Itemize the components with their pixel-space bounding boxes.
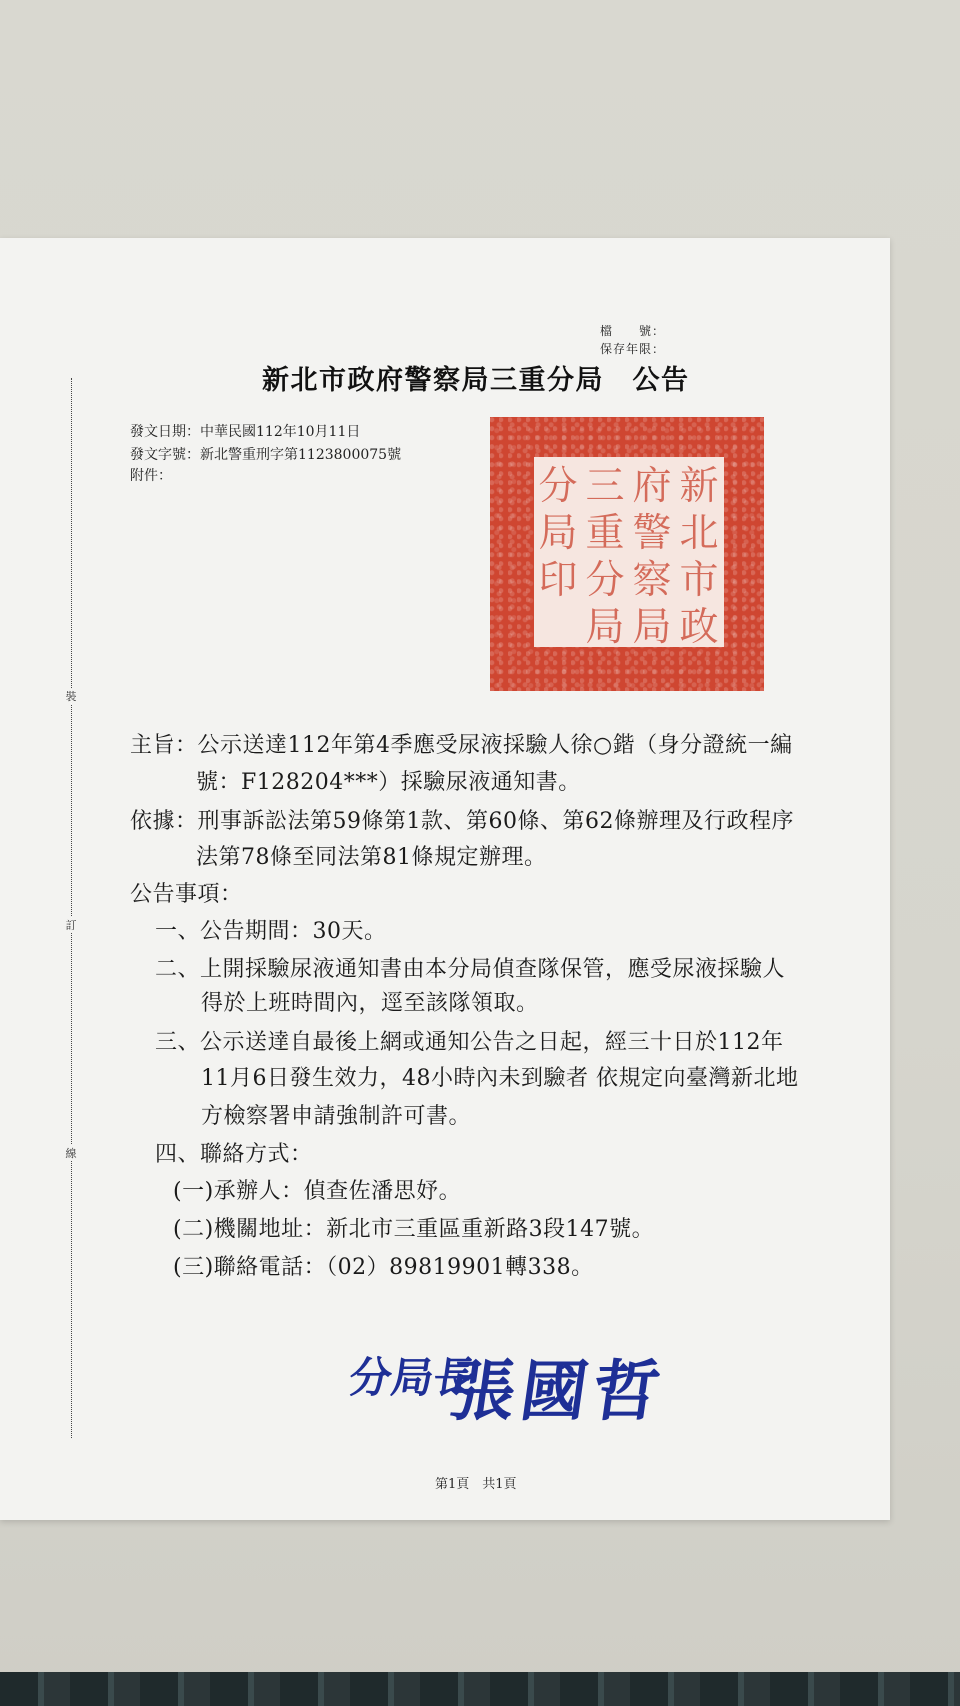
subject-line-2: 號：F128204***）採驗尿液通知書。	[196, 770, 581, 795]
contact-phone: (三)聯絡電話：（02）89819901轉338。	[173, 1255, 594, 1280]
signature-name: 張國哲	[443, 1353, 671, 1430]
binding-mark-zhuang: 裝	[62, 688, 80, 704]
basis-line-1: 依據：刑事訴訟法第59條第1款、第60條、第62條辦理及行政程序	[130, 809, 794, 834]
item-3-line-3: 方檢察署申請強制許可書。	[201, 1104, 472, 1129]
file-number-label: 檔 號：	[600, 324, 666, 338]
contact-address: (二)機關地址：新北市三重區重新路3段147號。	[173, 1217, 655, 1242]
page-number: 第1頁 共1頁	[435, 1477, 517, 1492]
signature-title: 分局長	[346, 1353, 480, 1402]
item-3-line-1: 三、公示送達自最後上網或通知公告之日起，經三十日於112年	[155, 1030, 784, 1055]
issue-date: 發文日期：中華民國112年10月11日	[130, 424, 361, 440]
notice-items-heading: 公告事項：	[130, 882, 243, 907]
attachment-label: 附件：	[130, 468, 172, 484]
basis-line-2: 法第78條至同法第81條規定辦理。	[196, 845, 547, 870]
seal-column-4: 分局印	[538, 464, 578, 603]
binding-mark-ding: 訂	[62, 917, 80, 933]
official-seal-stamp	[490, 417, 764, 691]
item-3-line-2: 11月6日發生效力，48小時內未到驗者 依規定向臺灣新北地	[201, 1066, 799, 1091]
background-strip	[0, 1672, 960, 1706]
item-2-line-2: 得於上班時間內，逕至該隊領取。	[201, 991, 539, 1016]
item-1-period: 一、公告期間：30天。	[155, 919, 387, 944]
seal-column-2: 府警察局	[632, 464, 672, 650]
issue-number: 發文字號：新北警重刑字第1123800075號	[130, 447, 402, 463]
binding-line	[71, 378, 72, 1438]
binding-mark-xian: 線	[62, 1145, 80, 1161]
subject-line-1: 主旨：公示送達112年第4季應受尿液採驗人徐○鍇（身分證統一編	[130, 733, 793, 758]
contact-person: (一)承辦人：偵查佐潘思妤。	[173, 1179, 462, 1204]
seal-inner-field	[534, 457, 724, 650]
seal-column-3: 三重分局	[585, 464, 625, 650]
retention-period-label: 保存年限：	[600, 342, 666, 356]
seal-column-1: 新北市政	[679, 464, 719, 650]
item-2-line-1: 二、上開採驗尿液通知書由本分局偵查隊保管，應受尿液採驗人	[155, 957, 786, 982]
document-title: 新北市政府警察局三重分局 公告	[262, 365, 690, 396]
item-4-heading: 四、聯絡方式：	[155, 1142, 313, 1167]
